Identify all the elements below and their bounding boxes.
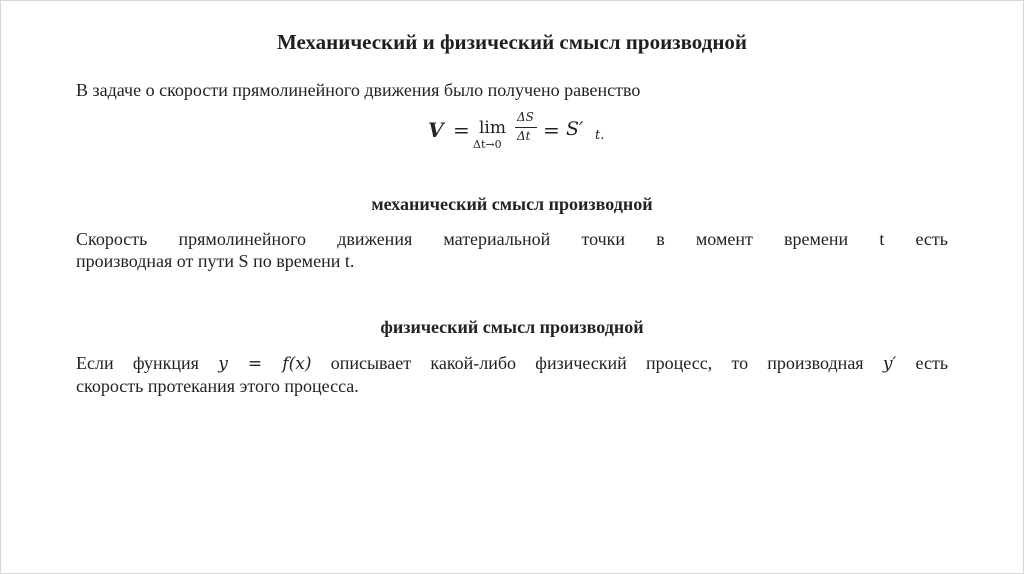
velocity-formula <box>428 110 608 160</box>
formula-lim: lim <box>479 118 506 138</box>
physical-heading: физический смысл производной <box>380 317 644 337</box>
physical-text-b: описывает какой-либо физический процесс, то производная <box>330 353 864 373</box>
mechanical-paragraph <box>76 228 948 272</box>
physical-paragraph <box>76 352 948 397</box>
intro-text: В задаче о скорости прямолинейного движения было получено равенство <box>76 80 641 100</box>
slide-title: Механический и физический смысл производной <box>276 30 748 54</box>
physical-math-derivative: y′ <box>882 354 897 374</box>
formula-equals-2: = <box>543 118 560 142</box>
physical-text-c: есть <box>915 353 949 373</box>
physical-text-a: Если функция <box>76 353 199 373</box>
physical-math-function: y = f(x) <box>218 354 312 374</box>
mechanical-line-1: Скорость прямолинейного движения материальной точки в момент времени t есть <box>76 229 948 249</box>
formula-s-prime: S′ <box>566 118 584 140</box>
formula-v: V <box>428 118 444 142</box>
formula-lim-subscript: Δt→0 <box>473 138 502 151</box>
formula-numerator: ΔS <box>517 110 534 124</box>
formula-denominator: Δt <box>517 129 531 143</box>
mechanical-line-2: производная от пути S по времени t. <box>76 251 355 271</box>
formula-fraction-bar <box>515 127 537 128</box>
mechanical-heading: механический смысл производной <box>371 194 653 214</box>
physical-line-1 <box>76 352 948 375</box>
physical-line-2: скорость протекания этого процесса. <box>76 376 359 396</box>
formula-t-subscript: t. <box>595 128 605 143</box>
formula-equals: = <box>453 118 470 142</box>
